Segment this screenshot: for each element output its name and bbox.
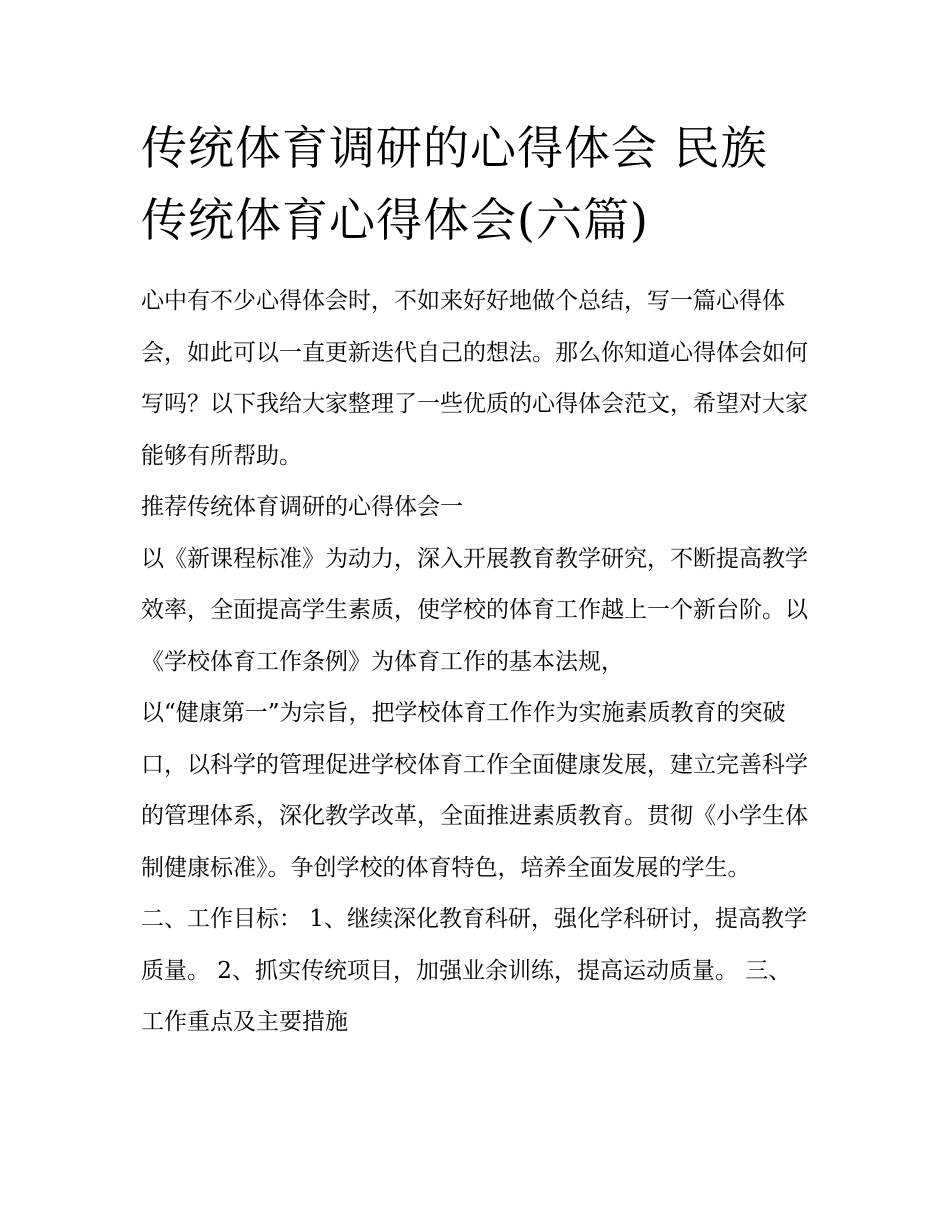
document-body <box>141 276 813 1049</box>
body-paragraph: 以“健康第一”为宗旨，把学校体育工作作为实施素质教育的突破口，以科学的管理促进学校体育工作全面健康发展，建立完善科学的管理体系，深化教学改革，全面推进素质教育。贯彻《小学生体制健康标准》。争创学校的体育特色，培养全面发展的学生。 <box>141 700 808 881</box>
title-line-2: 传统体育心得体会(六篇) <box>141 193 649 247</box>
body-paragraph: 以《新课程标准》为动力，深入开展教育教学研究，不断提高教学效率，全面提高学生素质，使学校的体育工作越上一个新台阶。以《学校体育工作条例》为体育工作的基本法规， <box>141 545 808 675</box>
title-line-1: 传统体育调研的心得体会 民族 <box>141 121 768 175</box>
document-title <box>141 112 813 256</box>
section-heading: 推荐传统体育调研的心得体会一 <box>141 494 463 520</box>
document-page <box>141 112 813 1049</box>
intro-paragraph: 心中有不少心得体会时，不如来好好地做个总结，写一篇心得体会，如此可以一直更新迭代自己的想法。那么你知道心得体会如何写吗？以下我给大家整理了一些优质的心得体会范文，希望对大家能够有所帮助。 <box>141 288 808 469</box>
goals-paragraph: 二、工作目标： 1、继续深化教育科研，强化学科研讨，提高教学质量。 2、抓实传统项目，加强业余训练，提高运动质量。 三、工作重点及主要措施 <box>141 906 807 1035</box>
